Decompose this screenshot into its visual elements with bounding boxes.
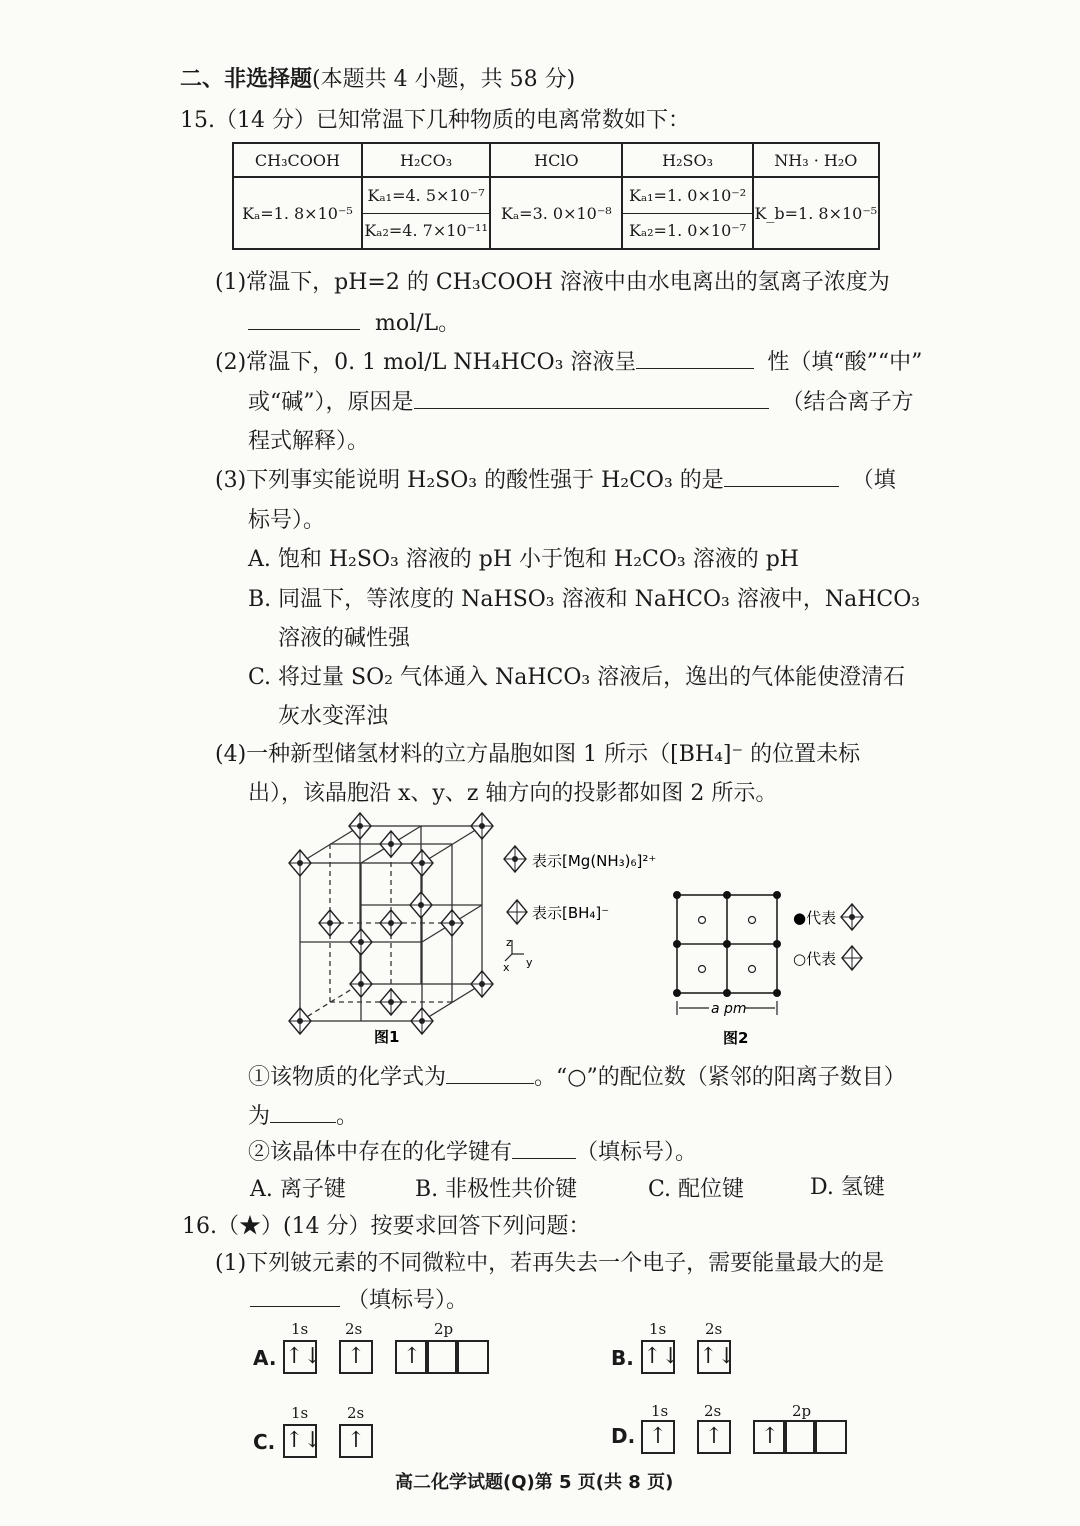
figure-2-caption: 图2 bbox=[723, 1029, 749, 1047]
q15-part3-text: (3)下列事实能说明 H₂SO₃ 的酸性强于 H₂CO₃ 的是 bbox=[215, 468, 724, 493]
option-label: B. bbox=[611, 1346, 634, 1370]
q15-sub1 bbox=[248, 1060, 906, 1091]
orbital-box-2p: ↑ bbox=[395, 1340, 429, 1374]
q15-part4: (4)一种新型储氢材料的立方晶胞如图 1 所示（[BH₄]⁻ 的位置未标 bbox=[215, 742, 861, 767]
q15-part2-line3: 程式解释）。 bbox=[248, 429, 370, 454]
q15-part1-line2 bbox=[248, 306, 460, 337]
q15-sub2-text: ②该晶体中存在的化学键有 bbox=[248, 1140, 513, 1165]
q15-part1: (1)常温下，pH=2 的 CH₃COOH 溶液中由水电离出的氢离子浓度为 bbox=[215, 270, 890, 295]
mg-complex-sites bbox=[289, 813, 493, 1034]
answer-blank[interactable] bbox=[270, 1100, 336, 1123]
q16-part1: (1)下列铍元素的不同微粒中，若再失去一个电子，需要能量最大的是 bbox=[215, 1251, 885, 1276]
q15-sub1-text: 。“○”的配位数（紧邻的阳离子数目） bbox=[534, 1065, 906, 1090]
bond-option-C: C. 配位键 bbox=[648, 1177, 745, 1202]
orbital-label-1s: 1s bbox=[649, 1320, 667, 1338]
q16-header: 16.（★）(14 分）按要求回答下列问题： bbox=[182, 1214, 591, 1239]
orbital-box-2p bbox=[813, 1420, 847, 1454]
bond-option-D: D. 氢键 bbox=[810, 1175, 885, 1200]
orbital-label-2s: 2s bbox=[347, 1404, 365, 1422]
figure-1-caption: 图1 bbox=[374, 1028, 400, 1046]
option-C: C. 将过量 SO₂ 气体通入 NaHCO₃ 溶液后，逸出的气体能使澄清石 bbox=[248, 665, 906, 690]
q15-part2-text: （结合离子方 bbox=[781, 390, 914, 415]
orbital-label-2s: 2s bbox=[704, 1402, 722, 1420]
answer-blank[interactable] bbox=[250, 1284, 340, 1307]
q15-sub1-line2 bbox=[248, 1099, 358, 1130]
orbital-box-1s: ↑↓ bbox=[283, 1424, 317, 1458]
orbital-box-2s: ↑↓ bbox=[697, 1340, 731, 1374]
q15-part2-line2 bbox=[248, 385, 914, 416]
option-label: A. bbox=[253, 1346, 277, 1370]
q16-part1-line2 bbox=[250, 1283, 468, 1314]
q15-part2 bbox=[215, 345, 922, 376]
q15-sub1-text: ①该物质的化学式为 bbox=[248, 1065, 447, 1090]
mg-complex-legend-icon bbox=[841, 904, 863, 930]
option-A: A. 饱和 H₂SO₃ 溶液的 pH 小于饱和 H₂CO₃ 溶液的 pH bbox=[248, 547, 799, 572]
q16-part1-text: （填标号）。 bbox=[347, 1288, 469, 1313]
legend-open: ○代表 bbox=[793, 950, 837, 968]
q15-part4-line2: 出），该晶胞沿 x、y、z 轴方向的投影都如图 2 所示。 bbox=[248, 781, 778, 806]
orbital-box-2p: ↑ bbox=[753, 1420, 787, 1454]
q15-sub1-text: 为 bbox=[248, 1104, 271, 1129]
page-footer: 高二化学试题(Q)第 5 页(共 8 页) bbox=[395, 1472, 674, 1493]
q15-sub2 bbox=[248, 1135, 697, 1166]
orbital-label-1s: 1s bbox=[291, 1404, 309, 1422]
q15-part2-text: (2)常温下，0. 1 mol/L NH₄HCO₃ 溶液呈 bbox=[215, 350, 637, 375]
q15-part2-text: 性（填“酸”“中” bbox=[767, 350, 923, 375]
section-title-note: (本题共 4 小题，共 58 分) bbox=[312, 67, 576, 92]
q15-part3-line2: 标号）。 bbox=[248, 508, 326, 533]
answer-blank[interactable] bbox=[724, 464, 839, 487]
q15-part3-text: （填 bbox=[851, 468, 896, 493]
table-cell: Kₐ=1. 8×10⁻⁵ bbox=[233, 177, 362, 249]
table-cell bbox=[362, 177, 490, 249]
table-subcell: Kₐ₁=4. 5×10⁻⁷ bbox=[367, 185, 485, 205]
bond-option-B: B. 非极性共价键 bbox=[415, 1177, 578, 1202]
orbital-label-2s: 2s bbox=[345, 1320, 363, 1338]
axis-x-label: x bbox=[503, 961, 510, 974]
orbital-box-2p bbox=[783, 1420, 817, 1454]
legend-mg: 表示[Mg(NH₃)₆]²⁺ bbox=[532, 852, 657, 870]
figure-1-crystal-cell bbox=[270, 808, 690, 1048]
table-header: H₂SO₃ bbox=[622, 143, 752, 177]
orbital-box-1s: ↑ bbox=[641, 1420, 675, 1454]
bond-option-A: A. 离子键 bbox=[250, 1177, 346, 1202]
legend-bh4: 表示[BH₄]⁻ bbox=[532, 904, 610, 922]
orbital-box-2p bbox=[455, 1340, 489, 1374]
q15-sub2-text: （填标号）。 bbox=[576, 1140, 698, 1165]
orbital-label-2s: 2s bbox=[705, 1320, 723, 1338]
table-header: NH₃ · H₂O bbox=[753, 143, 879, 177]
orbital-box-1s: ↑↓ bbox=[641, 1340, 675, 1374]
orbital-option-D bbox=[611, 1402, 861, 1462]
orbital-box-1s: ↑↓ bbox=[283, 1340, 317, 1374]
orbital-box-2p bbox=[425, 1340, 459, 1374]
table-header: H₂CO₃ bbox=[362, 143, 490, 177]
option-label: D. bbox=[611, 1424, 636, 1448]
option-C-cont: 灰水变浑浊 bbox=[278, 704, 389, 729]
section-title-label: 二、非选择题 bbox=[180, 67, 313, 92]
q15-header: 15.（14 分）已知常温下几种物质的电离常数如下： bbox=[180, 108, 690, 133]
answer-blank[interactable] bbox=[446, 1061, 534, 1084]
table-cell: Kₐ=3. 0×10⁻⁸ bbox=[490, 177, 622, 249]
orbital-option-B bbox=[611, 1320, 751, 1380]
unit-text: mol/L。 bbox=[375, 311, 461, 336]
answer-blank[interactable] bbox=[636, 346, 754, 369]
q15-sub1-text: 。 bbox=[336, 1104, 359, 1129]
option-label: C. bbox=[253, 1430, 276, 1454]
answer-blank[interactable] bbox=[414, 386, 769, 409]
orbital-box-2s: ↑ bbox=[339, 1424, 373, 1458]
q15-part2-text: 或“碱”），原因是 bbox=[248, 390, 414, 415]
ionization-constant-table bbox=[232, 142, 880, 250]
orbital-label-2p: 2p bbox=[792, 1402, 812, 1420]
bh4-legend-icon bbox=[842, 946, 862, 970]
section-title bbox=[180, 62, 575, 93]
orbital-label-1s: 1s bbox=[651, 1402, 669, 1420]
bh4-legend-icon bbox=[507, 900, 527, 924]
table-cell: K_b=1. 8×10⁻⁵ bbox=[753, 177, 879, 249]
axis-z-label: z bbox=[506, 936, 512, 949]
table-subcell: Kₐ₁=1. 0×10⁻² bbox=[629, 185, 747, 205]
answer-blank[interactable] bbox=[512, 1136, 576, 1159]
mg-complex-legend-icon bbox=[504, 846, 526, 872]
table-cell bbox=[622, 177, 752, 249]
q15-part3 bbox=[215, 463, 896, 494]
orbital-option-A bbox=[253, 1320, 503, 1380]
option-B-cont: 溶液的碱性强 bbox=[278, 626, 411, 651]
answer-blank[interactable] bbox=[248, 307, 360, 330]
legend-filled: ●代表 bbox=[793, 909, 837, 927]
table-header: HClO bbox=[490, 143, 622, 177]
axis-y-label: y bbox=[526, 956, 533, 969]
dimension-label: a pm bbox=[711, 1001, 747, 1017]
option-B: B. 同温下，等浓度的 NaHSO₃ 溶液和 NaHCO₃ 溶液中，NaHCO₃ bbox=[248, 587, 921, 612]
figure-2-projection bbox=[665, 885, 880, 1050]
table-subcell: Kₐ₂=1. 0×10⁻⁷ bbox=[623, 213, 751, 249]
orbital-option-C bbox=[253, 1404, 393, 1464]
orbital-label-1s: 1s bbox=[291, 1320, 309, 1338]
orbital-box-2s: ↑ bbox=[339, 1340, 373, 1374]
table-subcell: Kₐ₂=4. 7×10⁻¹¹ bbox=[363, 213, 489, 249]
table-header: CH₃COOH bbox=[233, 143, 362, 177]
orbital-label-2p: 2p bbox=[434, 1320, 454, 1338]
orbital-box-2s: ↑ bbox=[697, 1420, 731, 1454]
